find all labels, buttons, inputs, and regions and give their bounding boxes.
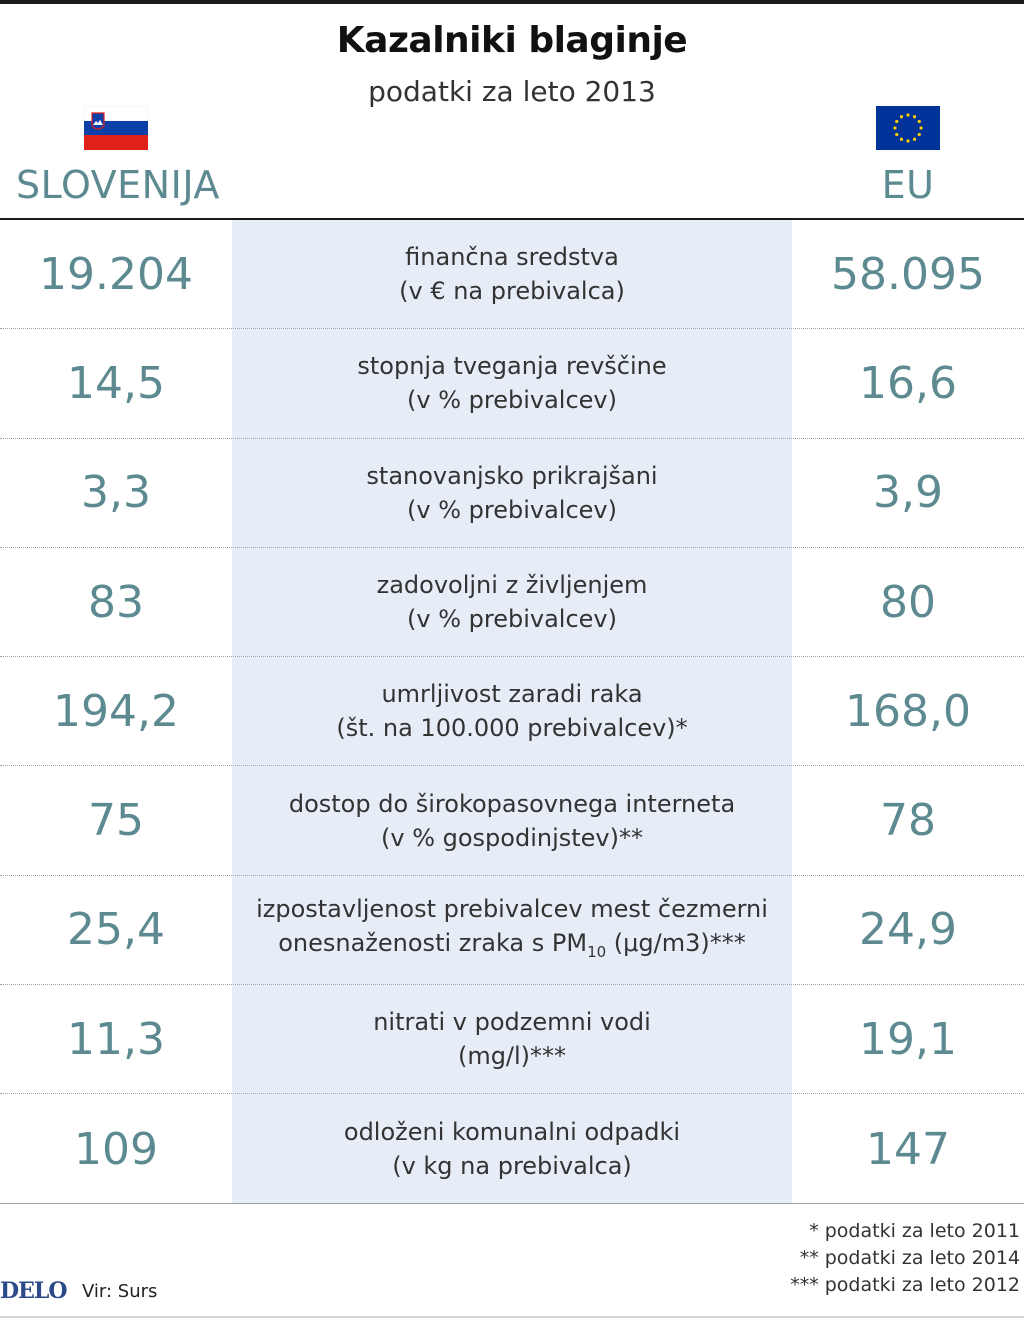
eu-value: 78 <box>880 795 936 847</box>
table-row <box>0 1094 1024 1203</box>
eu-star <box>893 126 896 129</box>
eu-star <box>913 138 916 141</box>
pm-subscript: 10 <box>587 942 607 961</box>
indicator-unit: (v % gospodinjstev)** <box>381 823 643 852</box>
footnote: * podatki za leto 2011 <box>809 1220 1020 1242</box>
eu-star <box>918 120 921 123</box>
slovenia-value: 14,5 <box>67 357 165 409</box>
table-row <box>0 329 1024 438</box>
indicator-label: zadovoljni z življenjem <box>376 571 648 600</box>
slovenia-value: 194,2 <box>53 685 179 737</box>
eu-star <box>906 113 909 116</box>
publisher-logo: DELO <box>0 1278 67 1304</box>
indicator-label: umrljivost zaradi raka <box>381 680 643 709</box>
page-title: Kazalniki blaginje <box>336 20 688 61</box>
eu-star <box>900 115 903 118</box>
eu-star <box>918 133 921 136</box>
country-label-slovenia: SLOVENIJA <box>16 163 220 207</box>
eu-star <box>900 138 903 141</box>
indicator-description <box>232 329 792 437</box>
indicator-label: dostop do širokopasovnega interneta <box>288 789 736 818</box>
table-row <box>0 220 1024 329</box>
indicator-label: stopnja tveganja revščine <box>357 352 667 381</box>
eu-star <box>913 115 916 118</box>
eu-star <box>919 126 922 129</box>
slovenia-value: 3,3 <box>81 467 151 519</box>
indicator-description <box>232 657 792 765</box>
indicator-unit: (v € na prebivalca) <box>399 277 625 306</box>
country-label-eu: EU <box>881 163 935 207</box>
slovenia-value: 19.204 <box>39 248 193 300</box>
eu-value: 168,0 <box>845 685 971 737</box>
slovenia-value: 109 <box>74 1123 158 1175</box>
table-row <box>0 766 1024 875</box>
indicator-description <box>232 439 792 547</box>
indicator-description <box>232 1094 792 1203</box>
indicator-unit: (v % prebivalcev) <box>407 605 617 634</box>
slovenia-flag-icon <box>84 106 148 150</box>
footnote: *** podatki za leto 2012 <box>790 1274 1020 1296</box>
indicator-description <box>232 548 792 656</box>
top-rule <box>0 0 1024 4</box>
eu-value: 16,6 <box>859 357 957 409</box>
slovenia-value: 25,4 <box>67 904 165 956</box>
indicator-unit: (v kg na prebivalca) <box>392 1152 632 1181</box>
indicator-label: finančna sredstva <box>405 243 619 272</box>
footer-divider <box>0 1203 1024 1204</box>
eu-star <box>895 133 898 136</box>
footnotes <box>790 1218 1020 1299</box>
eu-flag-icon <box>876 106 940 150</box>
indicator-table <box>0 220 1024 1204</box>
table-row <box>0 548 1024 657</box>
eu-value: 80 <box>880 576 936 628</box>
source-credit: Vir: Surs <box>82 1281 158 1302</box>
indicator-label: izpostavljenost prebivalcev mest čezmerni <box>256 894 768 923</box>
table-row <box>0 985 1024 1094</box>
slovenia-value: 75 <box>88 795 144 847</box>
eu-value: 58.095 <box>831 248 985 300</box>
eu-value: 3,9 <box>873 467 943 519</box>
slovenia-value: 83 <box>88 576 144 628</box>
eu-star <box>895 120 898 123</box>
eu-value: 24,9 <box>859 904 957 956</box>
table-row <box>0 439 1024 548</box>
indicator-unit-text: onesnaženosti zraka s PM <box>278 928 588 957</box>
indicator-description <box>232 220 792 328</box>
indicator-description <box>232 766 792 874</box>
indicator-unit <box>278 926 746 969</box>
eu-value: 147 <box>866 1123 950 1175</box>
indicator-unit: (v % prebivalcev) <box>407 495 617 524</box>
table-row <box>0 657 1024 766</box>
slovenia-value: 11,3 <box>67 1013 165 1065</box>
page-subtitle: podatki za leto 2013 <box>368 75 656 108</box>
indicator-description <box>232 985 792 1093</box>
indicator-unit: (št. na 100.000 prebivalcev)* <box>336 714 688 743</box>
indicator-label: stanovanjsko prikrajšani <box>366 461 658 490</box>
indicator-label: nitrati v podzemni vodi <box>373 1008 651 1037</box>
eu-value: 19,1 <box>859 1013 957 1065</box>
indicator-label: odloženi komunalni odpadki <box>343 1118 681 1147</box>
indicator-unit-tail: (μg/m3)*** <box>606 928 746 957</box>
eu-star <box>906 139 909 142</box>
indicator-unit: (v % prebivalcev) <box>407 386 617 415</box>
table-row <box>0 876 1024 985</box>
indicator-unit: (mg/l)*** <box>457 1042 567 1071</box>
indicator-description <box>232 876 792 984</box>
footnote: ** podatki za leto 2014 <box>799 1247 1020 1269</box>
